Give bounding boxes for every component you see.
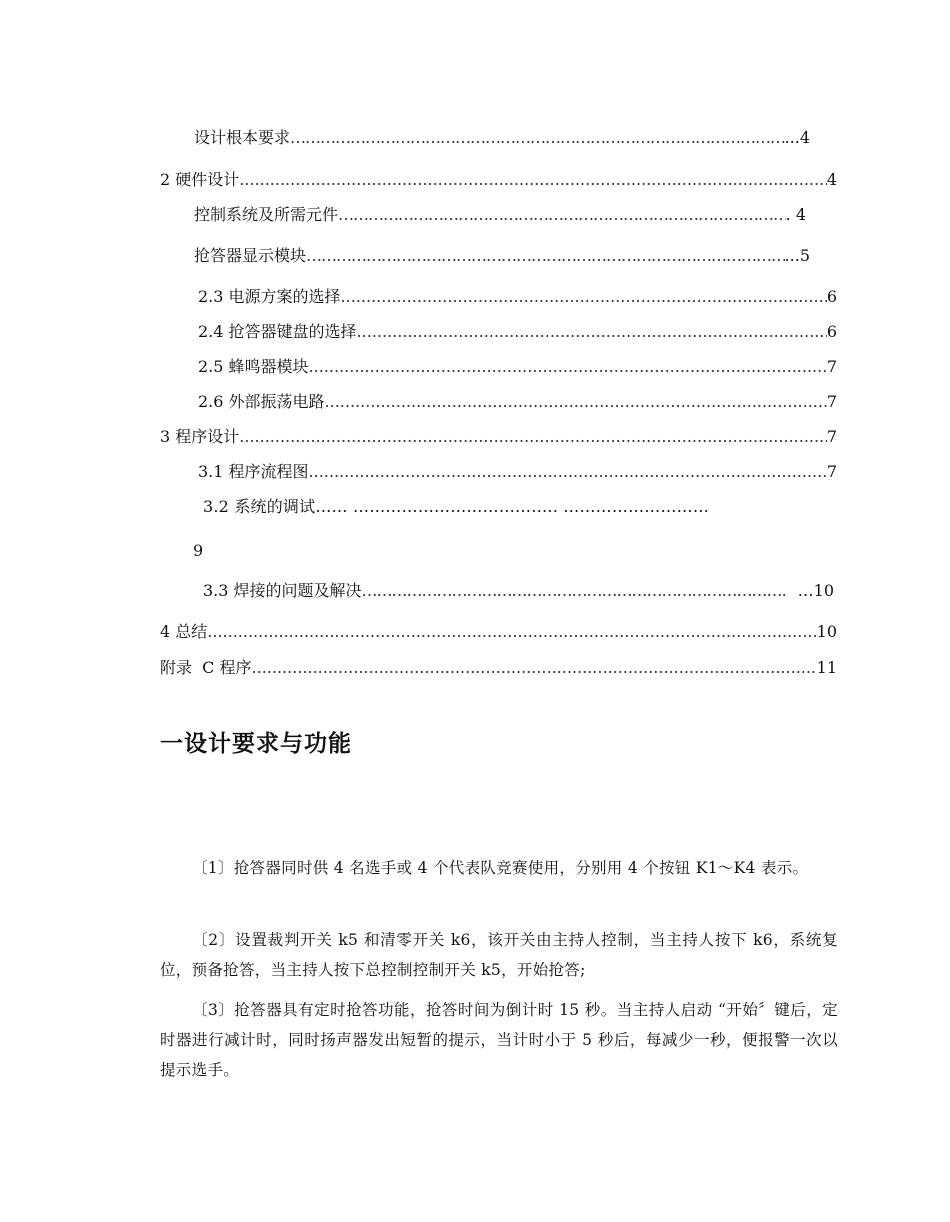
toc-page-number: 6 (826, 322, 837, 341)
toc-page-number: 6 (826, 287, 837, 306)
toc-entry[interactable] (198, 462, 837, 482)
toc-entry-label: 3.3 焊接的问题及解决 (203, 581, 362, 600)
toc-entry-label: 设计根本要求 (194, 128, 291, 147)
toc-entry-label: 2.4 抢答器键盘的选择 (198, 322, 357, 341)
toc-entry-label: 附录 C 程序 (160, 658, 252, 677)
toc-entry-label: 控制系统及所需元件 (194, 205, 339, 224)
toc-page-number: ...4 (784, 128, 810, 147)
toc-entry-label: 4 总结 (160, 622, 208, 641)
toc-entry-label: 2.5 蜂鸣器模块 (198, 357, 309, 376)
toc-entry[interactable] (203, 581, 834, 601)
toc-entry-label: 3.2 系统的调试…… ……………………………….. ……………………… (203, 497, 710, 516)
toc-page-number: 7 (826, 392, 837, 411)
toc-entry-label: 3.1 程序流程图 (198, 462, 309, 481)
toc-leader (325, 392, 827, 412)
toc-entry-label: 抢答器显示模块 (194, 246, 307, 265)
toc-entry[interactable] (198, 322, 837, 342)
toc-leader (309, 357, 827, 377)
toc-page-number: 9 (193, 541, 204, 560)
toc-entry[interactable] (194, 128, 810, 148)
toc-page-number: 10 (816, 622, 837, 641)
toc-entry[interactable] (160, 658, 837, 678)
toc-page-number: 7 (826, 462, 837, 481)
toc-entry[interactable] (160, 170, 837, 190)
toc-entry-label: 2 硬件设计 (160, 170, 240, 189)
toc-leader (252, 658, 817, 678)
toc-entry-label: 2.3 电源方案的选择 (198, 287, 341, 306)
toc-leader (306, 246, 785, 266)
toc-page-number: ...5 (784, 246, 810, 265)
toc-leader (290, 128, 785, 148)
toc-entry[interactable] (194, 205, 806, 225)
toc-page-number: 7 (826, 357, 837, 376)
toc-leader (338, 205, 786, 225)
toc-page-number: 7 (826, 427, 837, 446)
toc-page-number: 4 (826, 170, 837, 189)
body-paragraph: 〔3〕抢答器具有定时抢答功能，抢答时间为倒计时 15 秒。当主持人启动 “开始〞键后，定时器进行减计时，同时扬声器发出短暂的提示，当计时小于 5 秒后，每减少一秒，便报警一次以提示选手。 (160, 1001, 838, 1079)
toc-page-number: . 4 (785, 205, 806, 224)
toc-leader (309, 462, 827, 482)
body-paragraph: 〔1〕抢答器同时供 4 名选手或 4 个代表队竞赛使用，分别用 4 个按钮 K1～K4 表示。 (192, 859, 809, 877)
section-heading: 一设计要求与功能 (160, 731, 352, 757)
toc-entry[interactable] (160, 622, 837, 642)
toc-leader (362, 581, 788, 601)
toc-entry-label: 3 程序设计 (160, 427, 240, 446)
toc-leader (239, 170, 827, 190)
toc-entry[interactable] (198, 357, 837, 377)
toc-entry[interactable] (203, 497, 833, 517)
toc-leader (341, 287, 827, 307)
toc-page-number: 11 (816, 658, 837, 677)
toc-leader (207, 622, 816, 642)
toc-entry-label: 2.6 外部振荡电路 (198, 392, 325, 411)
toc-leader (239, 427, 827, 447)
toc-entry[interactable] (160, 427, 837, 447)
toc-entry[interactable] (198, 392, 837, 412)
body-paragraph: 〔2〕设置裁判开关 k5 和清零开关 k6，该开关由主持人控制，当主持人按下 k6，系统复位，预备抢答，当主持人按下总控制控制开关 k5，开始抢答; (160, 931, 838, 979)
toc-entry-continuation (193, 541, 233, 561)
toc-entry[interactable] (198, 287, 837, 307)
toc-leader (357, 322, 827, 342)
toc-entry[interactable] (194, 246, 810, 266)
toc-page-number: …10 (787, 581, 834, 600)
